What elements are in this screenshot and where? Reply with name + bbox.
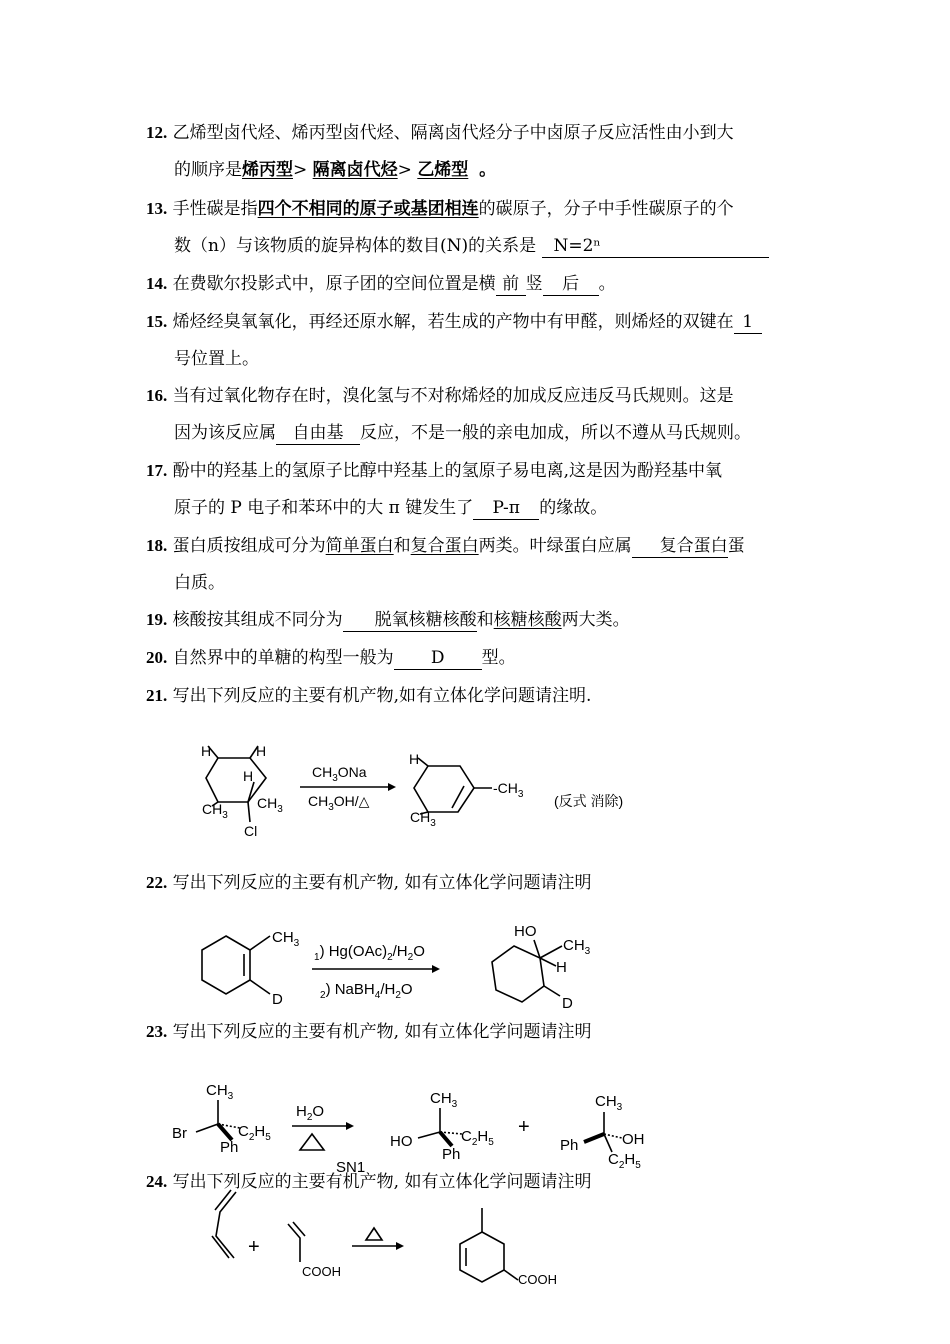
answer-blank: 前 [496, 273, 526, 296]
svg-text:H: H [201, 743, 212, 759]
separator: > [397, 160, 418, 180]
svg-text:Ph: Ph [220, 1139, 239, 1156]
question-number: 13. [146, 199, 168, 218]
question-text: 写出下列反应的主要有机产物, 如有立体化学问题请注明 [172, 1022, 592, 1042]
q24-dienophile-structure [288, 1222, 341, 1279]
question-text: 蛋白质按组成可分为 [172, 536, 326, 556]
svg-text:H: H [556, 959, 567, 976]
answer-blank: N=2ⁿ [542, 235, 769, 258]
q21-arrow [300, 764, 396, 813]
substituent-label: COOH [302, 1264, 341, 1279]
question-text: 蛋 [727, 536, 745, 556]
question-number: 23. [146, 1022, 168, 1041]
svg-text:C2H5: $C_2H_5$ [461, 1128, 494, 1148]
svg-text:H: H [409, 751, 420, 767]
svg-text:HO: HO [514, 923, 537, 940]
period: 。 [598, 274, 616, 294]
question-text: 的顺序是 [174, 160, 242, 180]
question-text: 酚中的羟基上的氢原子比醇中羟基上的氢原子易电离,这是因为酚羟基中氧 [172, 461, 723, 481]
answer-blank: 1 [734, 311, 762, 334]
svg-text:OH: OH [622, 1131, 645, 1148]
q23-reactant-structure [172, 1082, 271, 1156]
question-text: 写出下列反应的主要有机产物, 如有立体化学问题请注明 [172, 873, 592, 893]
svg-text:CH3: $CH_3$ [430, 1090, 458, 1110]
answer-blank: P-π [473, 497, 539, 520]
svg-text:HO: HO [390, 1133, 413, 1150]
substituent-label: COOH [518, 1272, 557, 1287]
question-text: 的碳原子，分子中手性碳原子的个 [478, 199, 734, 219]
answer-blank: 核糖核酸 [493, 610, 562, 630]
question-text: 竖 [525, 274, 543, 294]
question-number: 24. [146, 1172, 168, 1191]
question-number: 19. [146, 610, 168, 629]
question-text: 反应，不是一般的亲电加成，所以不遵从马氏规则。 [360, 423, 751, 443]
question-text: 核酸按其组成不同分为 [172, 610, 343, 630]
q21-note: (反式 消除) [554, 793, 624, 809]
q23-product-2-structure [560, 1093, 645, 1171]
plus-sign: + [518, 1116, 530, 1138]
question-number: 18. [146, 536, 168, 555]
question-text: 因为该反应属 [174, 423, 276, 443]
svg-text:CH3: $CH_3$ [410, 809, 436, 829]
answer-blank: 复合蛋白 [410, 536, 479, 556]
question-number: 22. [146, 873, 168, 892]
svg-text:CH3: $CH_3$ [563, 937, 591, 957]
answer-blank: 简单蛋白 [325, 536, 394, 556]
question-number: 14. [146, 274, 168, 293]
answer-blank: 隔离卤代烃 [312, 160, 398, 180]
q23-product-1-structure [390, 1090, 494, 1163]
reagent-top: $CH_3ONa$ [312, 764, 367, 784]
svg-text:Ph: Ph [560, 1137, 579, 1154]
reagent-top: $_1$) $Hg(OAc)_2/H_2O$ [314, 943, 425, 963]
question-text: 号位置上。 [174, 349, 259, 369]
question-text: 白质。 [174, 573, 225, 593]
svg-text:Cl: Cl [244, 823, 258, 839]
question-number: 16. [146, 386, 168, 405]
reagent-bottom: $CH_3OH/\triangle$ [308, 793, 370, 813]
question-text: 自然界中的单糖的构型一般为 [172, 648, 394, 668]
question-text: 和 [476, 610, 494, 630]
svg-text:H: H [243, 768, 254, 784]
period: 。 [479, 160, 497, 180]
answer-blank: D [394, 647, 482, 670]
question-text: 在费歇尔投影式中，原子团的空间位置是横 [172, 274, 496, 294]
answer-blank: 脱氧核糖核酸 [343, 609, 477, 632]
question-text: 数（n）与该物质的旋异构体的数目(N)的关系是 [174, 236, 537, 256]
question-text: 型。 [481, 648, 516, 668]
question-text: 两类。叶绿蛋白应属 [478, 536, 632, 556]
q24-product-structure [460, 1208, 557, 1287]
svg-text:CH3: $CH_3$ [272, 929, 300, 949]
question-text: 写出下列反应的主要有机产物, 如有立体化学问题请注明 [172, 1172, 592, 1192]
q22-product-structure [492, 923, 591, 1012]
plus-sign: + [248, 1236, 260, 1258]
answer-blank: 烯丙型 [242, 160, 293, 180]
question-text: 原子的 P 电子和苯环中的大 π 键发生了 [174, 498, 474, 518]
answer-blank: 乙烯型 [417, 160, 469, 180]
svg-text:CH3: $CH_3$ [202, 801, 228, 821]
q22-reactant-structure [202, 929, 300, 1008]
answer-blank: 自由基 [276, 422, 360, 445]
answer-blank: 复合蛋白 [632, 535, 728, 558]
question-text: 两大类。 [561, 610, 630, 630]
svg-text:D: D [562, 995, 573, 1012]
question-text: 和 [393, 536, 411, 556]
svg-text:Ph: Ph [442, 1146, 461, 1163]
question-text: 手性碳是指 [172, 199, 258, 219]
svg-text:D: D [272, 991, 283, 1008]
question-text: 乙烯型卤代烃、烯丙型卤代烃、隔离卤代烃分子中卤原子反应活性由小到大 [172, 123, 734, 143]
question-number: 15. [146, 312, 168, 331]
q22-arrow [312, 943, 440, 1001]
q21-reactant-structure [201, 743, 283, 839]
q21-product-structure [409, 751, 524, 829]
q24-arrow [352, 1228, 404, 1250]
answer-blank: 四个不相同的原子或基团相连 [257, 199, 479, 219]
reagent-top: $H_2O$ [296, 1103, 325, 1123]
question-text: 的缘故。 [539, 498, 608, 518]
svg-text:CH3: $CH_3$ [595, 1093, 623, 1113]
reagent-bottom: SN1 [336, 1159, 366, 1176]
svg-text:-CH3: $-CH_3$ [493, 780, 524, 800]
answer-blank: 后 [543, 273, 599, 296]
svg-text:CH3: $CH_3$ [257, 795, 283, 815]
svg-text:C2H5: $C_2H_5$ [238, 1123, 271, 1143]
separator: > [293, 160, 313, 180]
question-number: 20. [146, 648, 168, 667]
question-text: 烯烃经臭氧氧化，再经还原水解，若生成的产物中有甲醛，则烯烃的双键在 [172, 312, 734, 332]
question-text: 写出下列反应的主要有机产物,如有立体化学问题请注明. [172, 686, 592, 706]
svg-text:CH3: $CH_3$ [206, 1082, 234, 1102]
q24-diene-structure [212, 1190, 236, 1258]
svg-text:Br: Br [172, 1125, 187, 1142]
svg-text:C2H5: $C_2H_5$ [608, 1151, 641, 1171]
question-number: 12. [146, 123, 168, 142]
question-number: 21. [146, 686, 168, 705]
question-text: 当有过氧化物存在时，溴化氢与不对称烯烃的加成反应违反马氏规则。这是 [172, 386, 734, 406]
reagent-bottom: $_2$) $NaBH_4/H_2O$ [320, 981, 413, 1001]
svg-text:H: H [256, 743, 267, 759]
question-number: 17. [146, 461, 168, 480]
q23-arrow [292, 1103, 365, 1176]
